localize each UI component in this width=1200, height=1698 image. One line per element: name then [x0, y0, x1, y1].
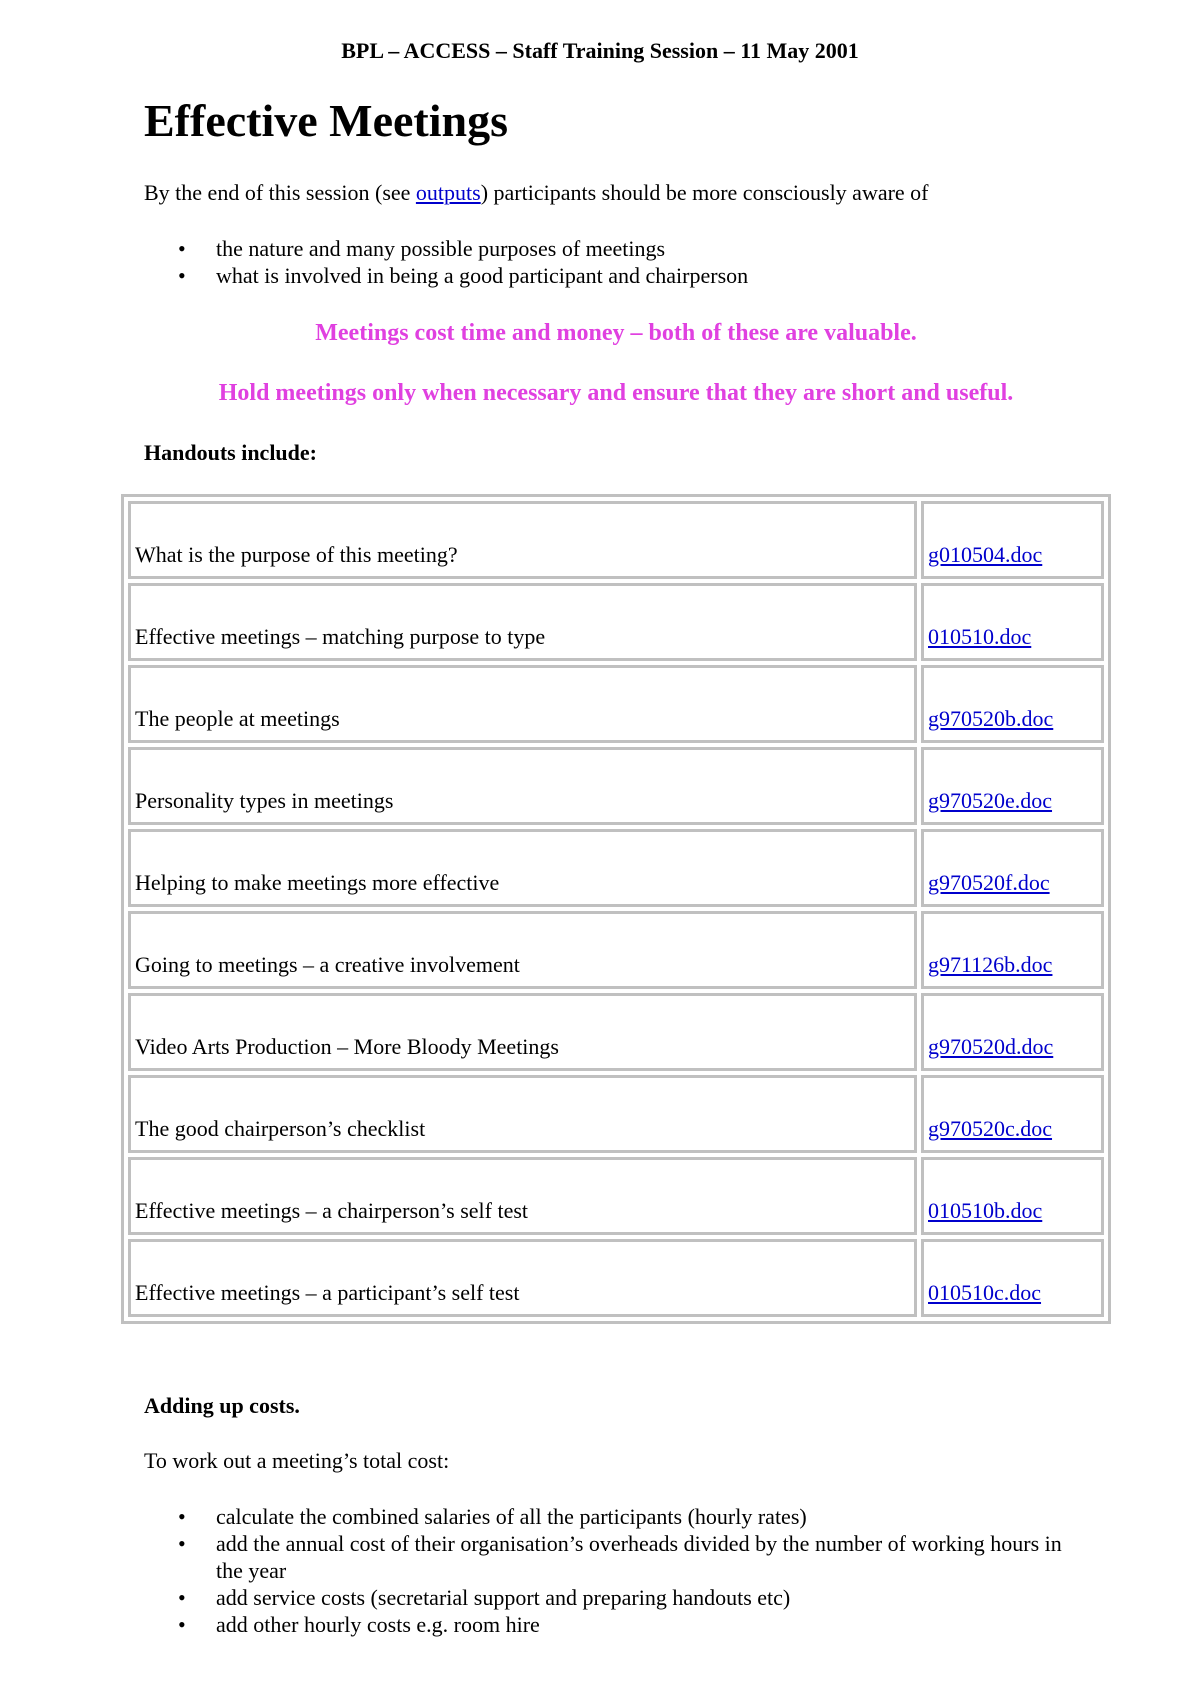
- handout-title: Video Arts Production – More Bloody Meetings: [128, 993, 917, 1071]
- handout-title: The people at meetings: [128, 665, 917, 743]
- table-row: [128, 993, 1104, 1071]
- handout-title: Personality types in meetings: [128, 747, 917, 825]
- cost-step-text: add the annual cost of their organisation’s overheads divided by the number of working hours in the year: [216, 1531, 1062, 1583]
- handout-title: Effective meetings – a chairperson’s self test: [128, 1157, 917, 1235]
- table-row: [128, 501, 1104, 579]
- intro-paragraph: [144, 180, 929, 206]
- table-row: [128, 747, 1104, 825]
- page-title: Effective Meetings: [144, 95, 509, 146]
- handout-file-cell: [921, 1075, 1104, 1153]
- handout-file-cell: [921, 1157, 1104, 1235]
- handout-file-link[interactable]: 010510c.doc: [928, 1280, 1042, 1305]
- cost-step-text: calculate the combined salaries of all the participants (hourly rates): [216, 1504, 807, 1529]
- costs-intro: To work out a meeting’s total cost:: [144, 1448, 450, 1473]
- table-row: [128, 1157, 1104, 1235]
- handout-title: What is the purpose of this meeting?: [128, 501, 917, 579]
- objective-text: what is involved in being a good participant and chairperson: [216, 263, 749, 288]
- objectives-list: [178, 235, 1116, 289]
- handout-file-link[interactable]: g970520f.doc: [928, 870, 1050, 895]
- handouts-table: [121, 494, 1111, 1324]
- emphasis-cost-statement: Meetings cost time and money – both of these are valuable.: [315, 320, 917, 346]
- handout-file-cell: [921, 1239, 1104, 1317]
- list-item: [178, 1611, 1076, 1638]
- handout-file-cell: [921, 501, 1104, 579]
- cost-step-text: add service costs (secretarial support and preparing handouts etc): [216, 1585, 791, 1610]
- handout-file-link[interactable]: 010510.doc: [928, 624, 1032, 649]
- handout-file-link[interactable]: g010504.doc: [928, 542, 1043, 567]
- handout-file-cell: [921, 911, 1104, 989]
- running-header: BPL – ACCESS – Staff Training Session – 11 May 2001: [341, 38, 859, 63]
- bullet-icon: •: [178, 1585, 186, 1610]
- table-row: [128, 911, 1104, 989]
- bullet-icon: •: [178, 1504, 186, 1529]
- costs-heading: Adding up costs.: [144, 1393, 300, 1418]
- handout-title: Effective meetings – matching purpose to type: [128, 583, 917, 661]
- table-row: [128, 1239, 1104, 1317]
- list-item: [178, 262, 1116, 289]
- handout-title: Going to meetings – a creative involvement: [128, 911, 917, 989]
- emphasis-advice-statement: Hold meetings only when necessary and ensure that they are short and useful.: [218, 380, 1014, 406]
- handout-file-cell: [921, 665, 1104, 743]
- handout-file-cell: [921, 747, 1104, 825]
- bullet-icon: •: [178, 236, 186, 261]
- handout-title: The good chairperson’s checklist: [128, 1075, 917, 1153]
- table-row: [128, 665, 1104, 743]
- handout-file-cell: [921, 583, 1104, 661]
- handout-file-link[interactable]: g971126b.doc: [928, 952, 1053, 977]
- intro-text-after: ) participants should be more consciously aware of: [480, 180, 929, 205]
- bullet-icon: •: [178, 263, 186, 288]
- handout-file-link[interactable]: g970520c.doc: [928, 1116, 1053, 1141]
- handout-file-link[interactable]: 010510b.doc: [928, 1198, 1043, 1223]
- bullet-icon: •: [178, 1531, 186, 1556]
- handout-file-link[interactable]: g970520b.doc: [928, 706, 1054, 731]
- handout-title: Effective meetings – a participant’s self test: [128, 1239, 917, 1317]
- handout-file-cell: [921, 993, 1104, 1071]
- objective-text: the nature and many possible purposes of meetings: [216, 236, 666, 261]
- handout-title: Helping to make meetings more effective: [128, 829, 917, 907]
- intro-text-before: By the end of this session (see: [144, 180, 416, 205]
- table-row: [128, 583, 1104, 661]
- list-item: [178, 1530, 1076, 1584]
- costs-list: [178, 1503, 1076, 1638]
- list-item: [178, 1503, 1076, 1530]
- list-item: [178, 1584, 1076, 1611]
- table-row: [128, 1075, 1104, 1153]
- handout-file-cell: [921, 829, 1104, 907]
- outputs-link[interactable]: outputs: [415, 180, 481, 205]
- handouts-heading: Handouts include:: [144, 440, 317, 465]
- table-row: [128, 829, 1104, 907]
- handout-file-link[interactable]: g970520e.doc: [928, 788, 1053, 813]
- cost-step-text: add other hourly costs e.g. room hire: [216, 1612, 540, 1637]
- handout-file-link[interactable]: g970520d.doc: [928, 1034, 1054, 1059]
- list-item: [178, 235, 1116, 262]
- bullet-icon: •: [178, 1612, 186, 1637]
